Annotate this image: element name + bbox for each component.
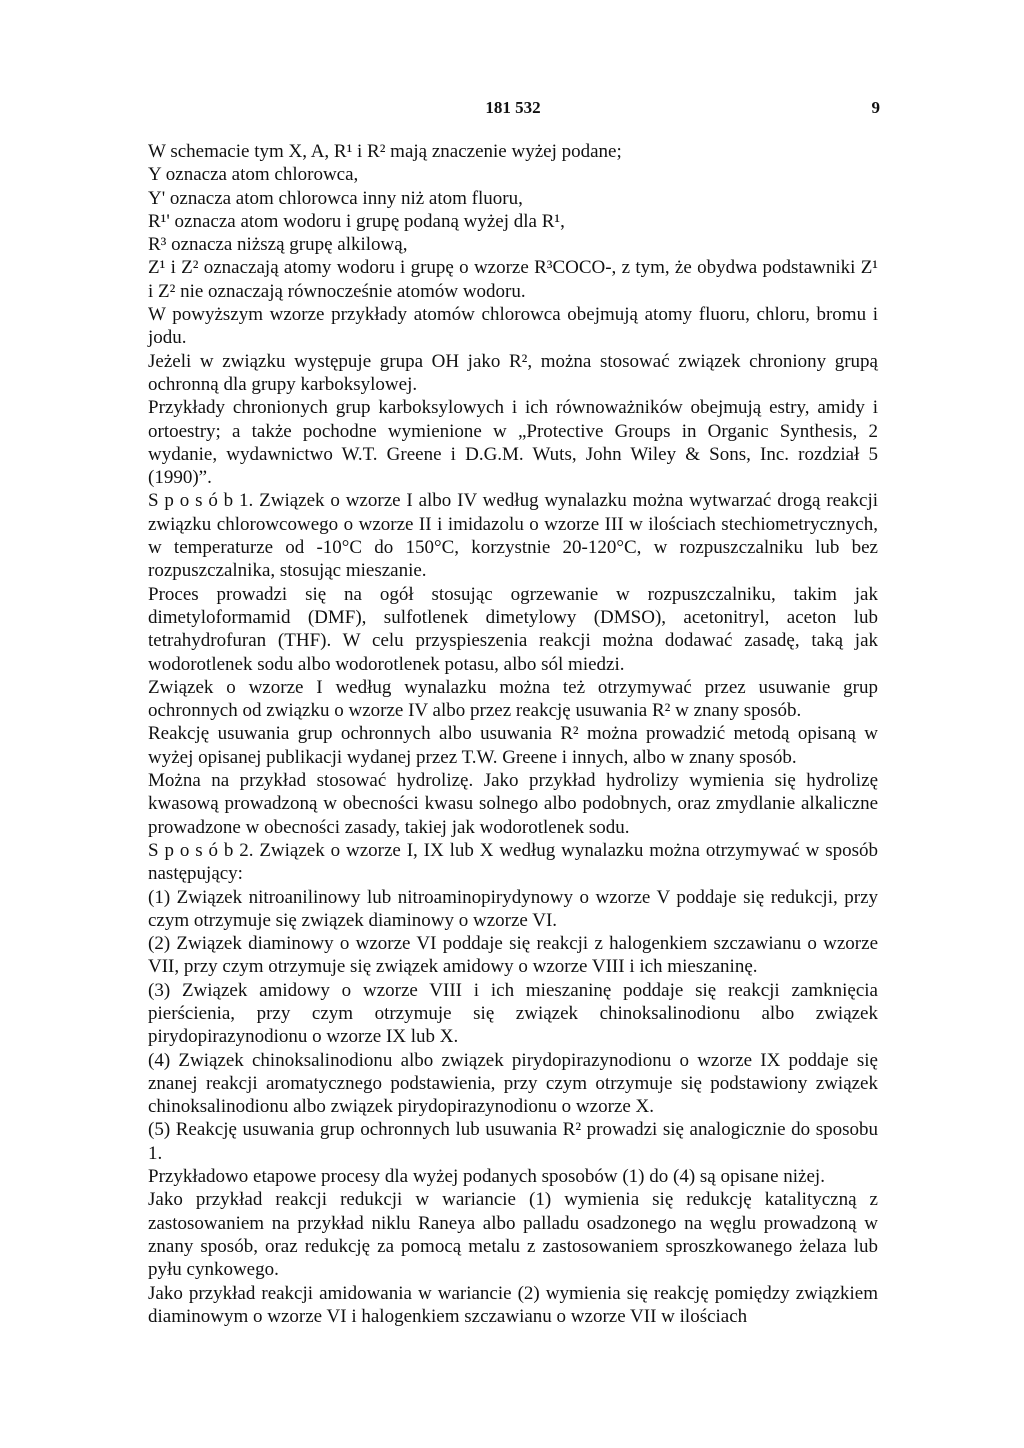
paragraph-def-r1-prime: R¹' oznacza atom wodoru i grupę podaną wyżej dla R¹, (148, 210, 565, 232)
paragraph-step-1: (1) Związek nitroanilinowy lub nitroaminopirydynowy o wzorze V poddaje się redukcji, przy czym otrzymuje się związek diaminowy o wzorze VI. (148, 886, 878, 931)
paragraph-method-2: S p o s ó b 2. Związek o wzorze I, IX lub X według wynalazku można otrzymywać w sposób następujący: (148, 839, 878, 885)
paragraph-scheme-intro: W schemacie tym X, A, R¹ i R² mają znaczenie wyżej podane; (148, 141, 622, 162)
paragraph-steps-described: Przykładowo etapowe procesy dla wyżej podanych sposobów (1) do (4) są opisane niżej. (148, 1166, 825, 1188)
paragraph-step-4: (4) Związek chinoksalinodionu albo związek pirydopirazynodionu o wzorze IX poddaje się znanej reakcji aromatycznego podstawienia, przy czym otrzymuje się podstawiony związek chinoksalinodionu albo związek pirydopirazynodionu o wzorze X. (148, 1049, 878, 1118)
paragraph-step-2: (2) Związek diaminowy o wzorze VI poddaje się reakcji z halogenkiem szczawianu o wzorze VII, przy czym otrzymuje się związek amidowy o wzorze VIII i ich mieszaninę. (148, 933, 878, 978)
body-text (148, 140, 878, 1328)
paragraph-step-5: (5) Reakcję usuwania grup ochronnych lub usuwania R² prowadzi się analogicznie do sposobu 1. (148, 1119, 878, 1164)
paragraph-method-1: S p o s ó b 1. Związek o wzorze I albo IV według wynalazku można wytwarzać drogą reakcji związku chlorowcowego o wzorze II i imidazolu o wzorze III w ilościach stechiometrycznych, w temperaturze od -10°C do 150°C, korzystnie 20-120°C, w rozpuszczalniku lub bez rozpuszczalnika, stosując mieszanie. (148, 490, 878, 582)
paragraph-step-3: (3) Związek amidowy o wzorze VIII i ich mieszaninę poddaje się reakcji zamknięcia pierścienia, przy czym otrzymuje się związek chinoksalinodionu albo związek pirydopirazynodionu o wzorze IX lub X. (148, 979, 878, 1048)
page-header (148, 98, 878, 122)
paragraph-deprotection-method: Reakcję usuwania grup ochronnych albo usuwania R² można prowadzić metodą opisaną w wyżej opisanej publikacji wydanej przez T.W. Greene i innych, albo w znany sposób. (148, 723, 878, 768)
paragraph-oh-protection: Jeżeli w związku występuje grupa OH jako R², można stosować związek chroniony grupą ochronną dla grupy karboksylowej. (148, 350, 878, 395)
paragraph-def-z: Z¹ i Z² oznaczają atomy wodoru i grupę o wzorze R³COCO-, z tym, że obydwa podstawniki Z¹ i Z² nie oznaczają równocześnie atomów wodoru. (148, 257, 878, 302)
paragraph-process-solvent: Proces prowadzi się na ogół stosując ogrzewanie w rozpuszczalniku, takim jak dimetyloformamid (DMF), sulfotlenek dimetylowy (DMSO), acetonitryl, aceton lub tetrahydrofuran (THF). W celu przyspieszenia reakcji można dodawać zasadę, taką jak wodorotlenek sodu albo wodorotlenek potasu, albo sól miedzi. (148, 583, 878, 675)
patent-number: 181 532 (485, 98, 541, 117)
paragraph-def-y: Y oznacza atom chlorowca, (148, 164, 359, 186)
page-number: 9 (871, 98, 880, 117)
paragraph-hydrolysis: Można na przykład stosować hydrolizę. Jako przykład hydrolizy wymienia się hydrolizę kwasową prowadzoną w obecności kwasu solnego albo podobnych, oraz zmydlanie alkaliczne prowadzone w obecności zasady, takiej jak wodorotlenek sodu. (148, 770, 878, 838)
paragraph-def-r3: R³ oznacza niższą grupę alkilową, (148, 234, 408, 256)
paragraph-reduction-example: Jako przykład reakcji redukcji w wariancie (1) wymienia się redukcję katalityczną z zastosowaniem na przykład niklu Raneya albo palladu osadzonego na węglu prowadzoną w znany sposób, oraz redukcję za pomocą metalu z zastosowaniem sproszkowanego żelaza lub pyłu cynkowego. (148, 1189, 878, 1281)
paragraph-protected-groups: Przykłady chronionych grup karboksylowych i ich równoważników obejmują estry, amidy i ortoestry; a także pochodne wymienione w „Protective Groups in Organic Synthesis, 2 wydanie, wydawnictwo W.T. Greene i D.G.M. Wuts, John Wiley & Sons, Inc. rozdział 5 (1990)”. (148, 397, 878, 489)
paragraph-def-y-prime: Y' oznacza atom chlorowca inny niż atom fluoru, (148, 187, 523, 209)
paragraph-deprotection: Związek o wzorze I według wynalazku można też otrzymywać przez usuwanie grup ochronnych od związku o wzorze IV albo przez reakcję usuwania R² w znany sposób. (148, 676, 878, 722)
paragraph-amidation-example: Jako przykład reakcji amidowania w wariancie (2) wymienia się reakcję pomiędzy związkiem diaminowym o wzorze VI i halogenkiem szczawianu o wzorze VII w ilościach (148, 1282, 878, 1327)
paragraph-halogen-examples: W powyższym wzorze przykłady atomów chlorowca obejmują atomy fluoru, chloru, bromu i jodu. (148, 304, 878, 349)
